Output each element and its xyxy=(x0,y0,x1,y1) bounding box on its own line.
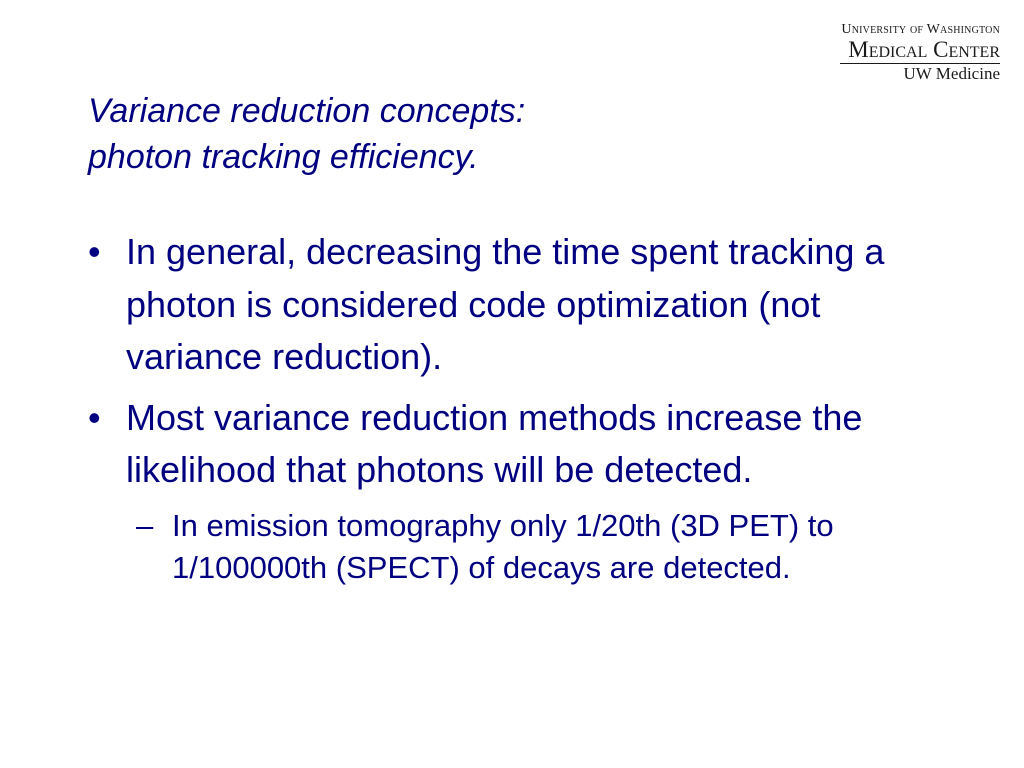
bullet-text: In general, decreasing the time spent tracking a photon is considered code optimization (not variance reduction). xyxy=(126,231,885,377)
slide-title-line-2: photon tracking efficiency. xyxy=(88,138,479,176)
slide-title xyxy=(88,88,728,180)
bullet-marker: • xyxy=(88,396,101,438)
bullet-item xyxy=(86,226,956,384)
bullet-list xyxy=(86,226,956,590)
logo-medical-center-text: Medical Center xyxy=(840,38,1000,64)
uw-medicine-logo xyxy=(840,22,1000,84)
sub-bullet-marker: – xyxy=(136,507,154,543)
slide-title-line-1: Variance reduction concepts: xyxy=(88,92,526,130)
logo-uw-medicine-text: UW Medicine xyxy=(903,64,1000,83)
bullet-text: Most variance reduction methods increase the likelihood that photons will be detected. xyxy=(126,396,863,490)
bullet-item xyxy=(86,392,956,497)
logo-university-text: University of Washington xyxy=(841,22,1000,37)
sub-bullet-item xyxy=(86,505,956,590)
bullet-marker: • xyxy=(88,231,101,272)
sub-bullet-text: In emission tomography only 1/20th (3D PET) to 1/100000th (SPECT) of decays are detected. xyxy=(172,507,834,585)
